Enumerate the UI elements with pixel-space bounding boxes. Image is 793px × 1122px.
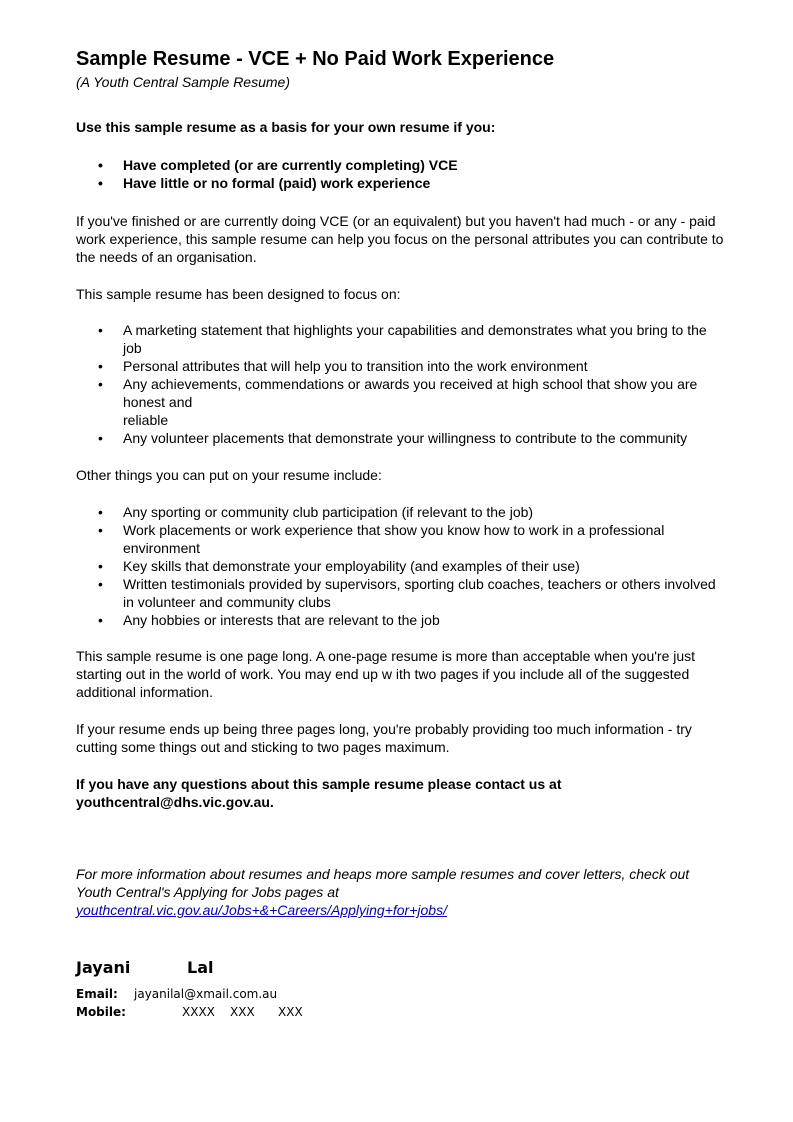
pages-paragraph: If your resume ends up being three pages long, you're probably providing too much information - try cutting some things out and sticking to two pages maximum. bbox=[76, 721, 692, 755]
other-lead: Other things you can put on your resume include: bbox=[76, 467, 382, 483]
list-item: • Written testimonials provided by supervisors, sporting club coaches, teachers or others involved in volunteer and community clubs bbox=[98, 576, 716, 610]
bullet-icon: • bbox=[98, 430, 103, 446]
email-row bbox=[76, 986, 277, 1002]
length-paragraph: This sample resume is one page long. A one-page resume is more than acceptable when you're just starting out in the world of work. You may end up w ith two pages if you include all of the suggested additional information. bbox=[76, 648, 696, 700]
applicant-first-name: Jayani bbox=[76, 958, 131, 977]
bullet-icon: • bbox=[98, 558, 103, 574]
bullet-icon: • bbox=[98, 612, 103, 628]
page-subtitle: (A Youth Central Sample Resume) bbox=[76, 74, 290, 90]
list-item: • Key skills that demonstrate your employability (and examples of their use) bbox=[98, 558, 580, 574]
bullet-icon: • bbox=[98, 157, 103, 173]
bullet-icon: • bbox=[98, 522, 103, 538]
bullet-icon: • bbox=[98, 504, 103, 520]
intro-heading: Use this sample resume as a basis for your own resume if you: bbox=[76, 119, 496, 135]
mobile-part: XXX bbox=[230, 1005, 255, 1019]
mobile-label: Mobile: bbox=[76, 1005, 126, 1019]
intro-bullet-list bbox=[76, 156, 726, 192]
list-item: • Have completed (or are currently completing) VCE bbox=[98, 157, 458, 173]
applicant-last-name: Lal bbox=[187, 958, 214, 977]
focus-lead: This sample resume has been designed to focus on: bbox=[76, 286, 401, 302]
more-info-block bbox=[76, 865, 726, 919]
contact-note: If you have any questions about this sample resume please contact us at youthcentral@dhs.vic.gov.au. bbox=[76, 776, 562, 810]
list-item: • Any volunteer placements that demonstrate your willingness to contribute to the community bbox=[98, 430, 688, 446]
email-value[interactable]: jayanilal@xmail.com.au bbox=[134, 987, 278, 1001]
list-item: • Any hobbies or interests that are relevant to the job bbox=[98, 612, 440, 628]
list-item: • A marketing statement that highlights your capabilities and demonstrates what you bring to the job bbox=[98, 322, 707, 356]
list-item: • Any sporting or community club participation (if relevant to the job) bbox=[98, 504, 534, 520]
more-info-text: For more information about resumes and heaps more sample resumes and cover letters, check out Youth Central's Applying for Jobs pages at bbox=[76, 866, 690, 900]
email-label: Email: bbox=[76, 987, 118, 1001]
page-title: Sample Resume - VCE + No Paid Work Experience bbox=[76, 48, 555, 70]
list-item: • Personal attributes that will help you to transition into the work environment bbox=[98, 358, 588, 374]
bullet-icon: • bbox=[98, 576, 103, 592]
other-bullet-list bbox=[76, 503, 726, 629]
bullet-icon: • bbox=[98, 322, 103, 338]
mobile-part: XXX bbox=[278, 1005, 303, 1019]
bullet-icon: • bbox=[98, 358, 103, 374]
list-item: • Have little or no formal (paid) work experience bbox=[98, 175, 431, 191]
bullet-icon: • bbox=[98, 376, 103, 392]
applying-for-jobs-link[interactable]: youthcentral.vic.gov.au/Jobs+&+Careers/Applying+for+jobs/ bbox=[76, 902, 447, 918]
mobile-row bbox=[76, 1004, 303, 1020]
list-item: • Any achievements, commendations or awards you received at high school that show you are honest and reliable bbox=[98, 376, 698, 428]
intro-paragraph: If you've finished or are currently doing VCE (or an equivalent) but you haven't had much - or any - paid work experience, this sample resume can help you focus on the personal attributes you can contribute to the needs of an organisation. bbox=[76, 213, 724, 265]
list-item: • Work placements or work experience that show you know how to work in a professional environment bbox=[98, 522, 665, 556]
bullet-icon: • bbox=[98, 175, 103, 191]
applicant-name bbox=[76, 957, 213, 979]
mobile-part: XXXX bbox=[182, 1005, 215, 1019]
focus-bullet-list bbox=[76, 321, 726, 447]
